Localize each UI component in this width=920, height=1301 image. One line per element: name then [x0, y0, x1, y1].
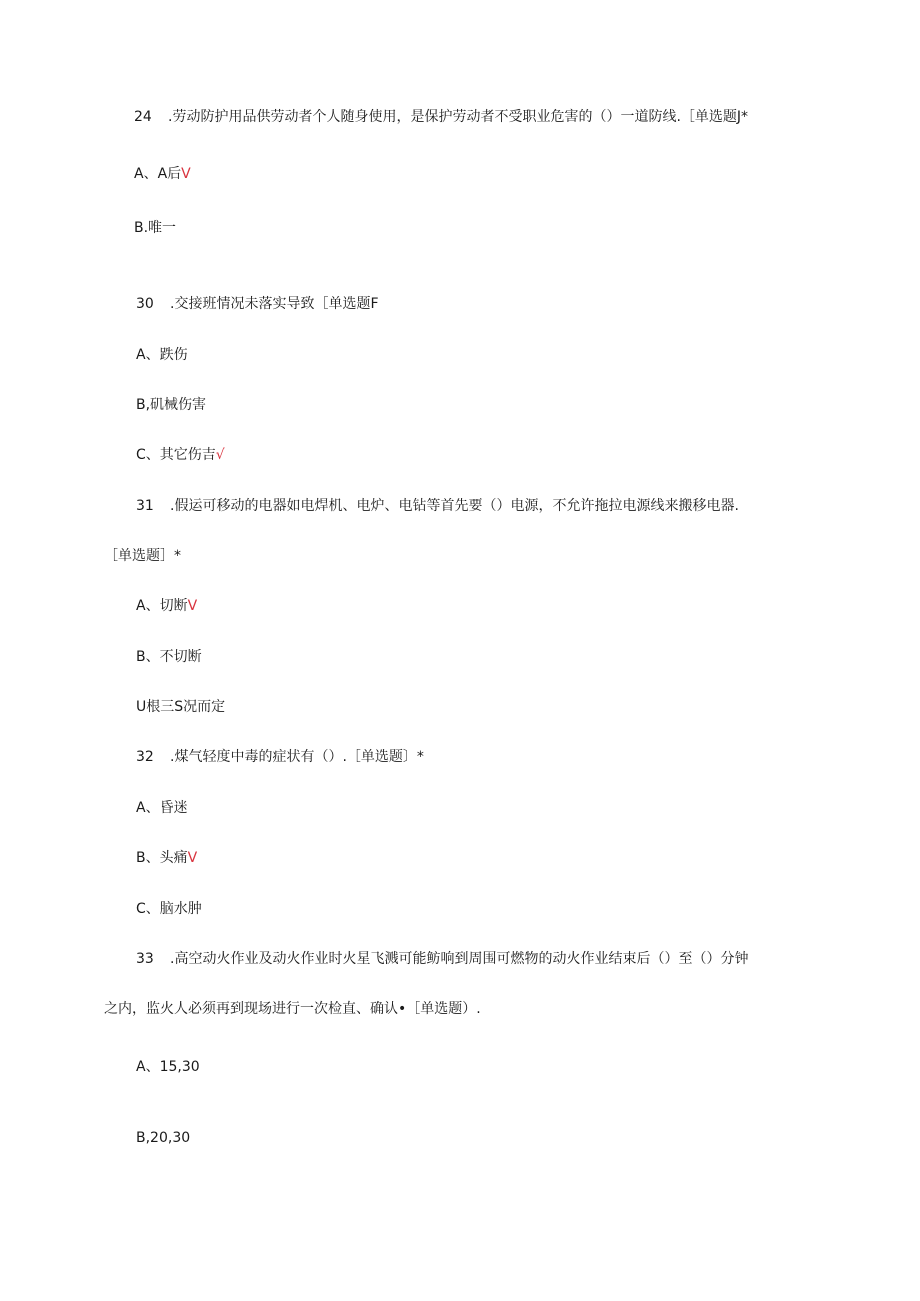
question-text: .交接班情况未落实导致［单选题F — [170, 296, 379, 312]
option-label: B、头痛 — [136, 850, 188, 866]
option-30-b[interactable] — [136, 395, 206, 415]
question-text: .高空动火作业及动火作业时火星飞溅可能鲂响到周围可燃物的动火作业结束后（）至（）分钟 — [170, 951, 749, 967]
option-label: B,20,30 — [136, 1130, 191, 1146]
option-30-c[interactable] — [136, 445, 225, 465]
option-24-b[interactable] — [134, 218, 176, 238]
option-24-a[interactable] — [134, 164, 191, 184]
option-30-a[interactable] — [136, 345, 188, 365]
option-33-a[interactable] — [136, 1057, 200, 1077]
option-label: B.唯一 — [134, 220, 177, 236]
option-31-c[interactable] — [136, 697, 225, 717]
question-text-continued: ［单选题］* — [104, 548, 181, 564]
question-number: 24 — [134, 109, 152, 125]
option-32-b[interactable] — [136, 848, 197, 868]
question-text-continued: 之内，监火人必须再到现场进行一次检直、确认•［单选题）. — [104, 1001, 481, 1017]
option-label: A、A后 — [134, 166, 182, 182]
option-32-a[interactable] — [136, 798, 188, 818]
question-number: 33 — [136, 951, 154, 967]
question-33 — [136, 949, 748, 969]
option-label: A、切断 — [136, 598, 188, 614]
option-label: B,矶械伤害 — [136, 397, 207, 413]
question-32 — [136, 747, 424, 767]
option-label: B、不切断 — [136, 649, 202, 665]
question-number: 30 — [136, 296, 154, 312]
option-label: A、跌伤 — [136, 347, 188, 363]
check-mark-icon: V — [187, 598, 198, 614]
question-31-continued — [104, 546, 181, 566]
question-number: 31 — [136, 498, 154, 514]
option-label: C、脑水肿 — [136, 901, 202, 917]
option-31-b[interactable] — [136, 647, 202, 667]
option-32-c[interactable] — [136, 899, 202, 919]
question-text: .劳动防护用品供劳动者个人随身使用，是保护劳动者不受职业危害的（）一道防线.［单选题J* — [168, 109, 749, 125]
option-label: A、昏迷 — [136, 800, 188, 816]
question-31 — [136, 496, 739, 516]
question-text: .假运可移动的电器如电焊机、电炉、电钻等首先要（）电源，不允许拖拉电源线来搬移电器. — [170, 498, 739, 514]
check-mark-icon: √ — [215, 447, 225, 463]
option-label: U根三S况而定 — [136, 699, 226, 715]
question-24 — [134, 107, 748, 127]
check-mark-icon: V — [187, 850, 198, 866]
question-33-continued — [104, 999, 481, 1019]
option-31-a[interactable] — [136, 596, 197, 616]
option-label: A、15,30 — [136, 1059, 200, 1075]
option-label: C、其它伤吉 — [136, 447, 216, 463]
check-mark-icon: V — [181, 166, 191, 182]
question-30 — [136, 294, 379, 314]
question-number: 32 — [136, 749, 154, 765]
option-33-b[interactable] — [136, 1128, 190, 1148]
question-text: .煤气轻度中毒的症状有（）.［单选题〕* — [170, 749, 424, 765]
